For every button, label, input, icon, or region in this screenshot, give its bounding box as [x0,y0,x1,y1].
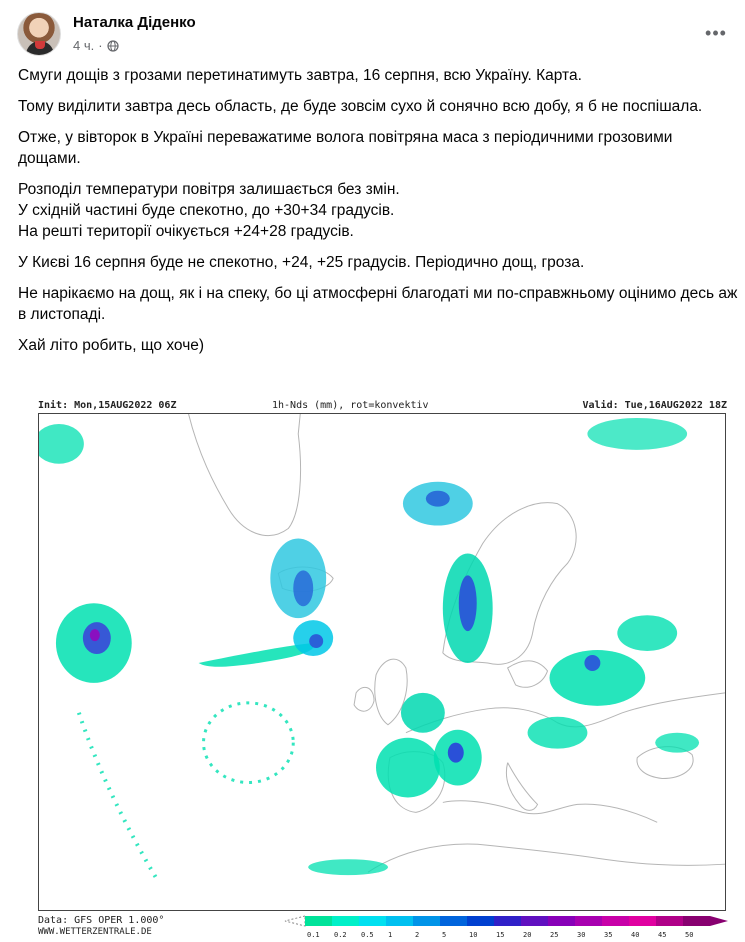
rain-patch-canada-peak [90,629,100,641]
legend-color-box [305,916,332,926]
legend-color-box [359,916,386,926]
author-name[interactable]: Наталка Діденко [73,14,196,31]
legend-tick-label: 2 [415,931,420,939]
legend-color-box [467,916,494,926]
italy-coast [506,763,537,811]
map-graphic [39,414,725,910]
legend-tick-label: 0.2 [334,931,347,939]
legend-color-box [602,916,629,926]
rain-patch-nw-greenland [39,424,84,464]
rain-patch-ne-arctic [587,418,687,450]
rain-patch-russia [617,615,677,651]
map-site-label: WWW.WETTERZENTRALE.DE [38,927,152,937]
legend-graphic [280,915,730,941]
avatar-collar [35,41,45,49]
legend-tick-label: 30 [577,931,586,939]
legend-color-box [494,916,521,926]
post-paragraph-1: Смуги дощів з грозами перетинатимуть завтра, 16 серпня, всю Україну. Карта. [18,67,582,84]
post-text [18,65,738,366]
legend-tick-label: 0.1 [307,931,320,939]
legend-color-box [629,916,656,926]
rain-patch-africa [308,859,388,875]
precipitation-map [38,413,726,911]
map-init-label: Init: Mon,15AUG2022 06Z [38,400,177,411]
meta-separator: · [98,38,103,53]
rain-patch-france [376,738,440,798]
legend-color-box [332,916,359,926]
legend-tick-label: 15 [496,931,505,939]
legend-tick-label: 1 [388,931,393,939]
legend-tick-label: 50 [685,931,694,939]
rain-patch-turkey [655,733,699,753]
map-param-label: 1h-Nds (mm), rot=konvektiv [272,400,429,411]
legend-color-box [413,916,440,926]
rain-patch-central-europe [401,693,445,733]
post-header [17,11,728,61]
post-paragraph-3: Отже, у вівторок в Україні переважатиме волога повітряна маса з періодичними грозовими дощами. [18,129,673,167]
legend-color-box [683,916,710,926]
legend-color-box [440,916,467,926]
legend-tick-label: 20 [523,931,532,939]
legend-end-arrow [710,916,728,926]
legend-tick-label: 10 [469,931,478,939]
rain-patch-italy-core [448,743,464,763]
baltic-coast [508,661,548,687]
rain-patch-norway-sea-core [426,491,450,507]
post-paragraph-5: У Києві 16 серпня буде не спекотно, +24, +25 градусів. Періодично дощ, гроза. [18,254,585,271]
map-footer [0,912,745,942]
post-paragraph-2: Тому виділити завтра десь область, де буде зовсім сухо й сонячно всю добу, я б не поспішала. [18,98,703,115]
more-options-icon: ••• [705,22,727,43]
more-options-button[interactable] [704,21,728,45]
legend-tick-label: 45 [658,931,667,939]
legend-color-box [386,916,413,926]
avatar[interactable] [17,12,61,56]
legend-tick-label: 25 [550,931,559,939]
legend-start-arrow [285,916,305,926]
rain-band-south-atlantic [79,713,159,882]
legend-color-box [548,916,575,926]
legend-tick-label: 0.5 [361,931,374,939]
africa-coast [368,844,725,872]
post-paragraph-4: Розподіл температури повітря залишається без змін. У східній частині буде спекотно, до +30+34 градусів. На решті території очікується +24+28 градусів. [18,181,400,240]
rain-patch-baltic-core [459,575,477,631]
rain-patch-mid-atlantic [204,703,294,783]
ireland-coast [354,687,374,711]
legend-color-box [521,916,548,926]
post-paragraph-7: Хай літо робить, що хоче) [18,337,205,354]
rain-patch-ukraine-core [584,655,600,671]
post-meta [73,38,119,53]
globe-icon [107,40,119,52]
rain-patch-balkans [528,717,588,749]
post-time[interactable]: 4 ч. [73,38,95,53]
legend-tick-label: 5 [442,931,447,939]
post-paragraph-6: Не нарікаємо на дощ, як і на спеку, бо ці атмосферні благодаті ми по-справжньому оцінимо десь аж в листопаді. [18,285,738,323]
rain-patch-atlantic-west-core [309,634,323,648]
weather-map-image[interactable] [0,397,745,942]
legend-tick-label: 35 [604,931,613,939]
mediterranean-coast [443,801,657,823]
map-valid-label: Valid: Tue,16AUG2022 18Z [582,400,727,411]
legend-color-box [656,916,683,926]
greenland-coast [189,414,301,536]
precipitation-legend [280,915,730,941]
map-data-label: Data: GFS OPER 1.000° [38,915,165,926]
map-header [0,397,745,413]
rain-patch-atlantic-core [293,570,313,606]
legend-color-box [575,916,602,926]
legend-tick-label: 40 [631,931,640,939]
precipitation-patches [39,418,699,882]
